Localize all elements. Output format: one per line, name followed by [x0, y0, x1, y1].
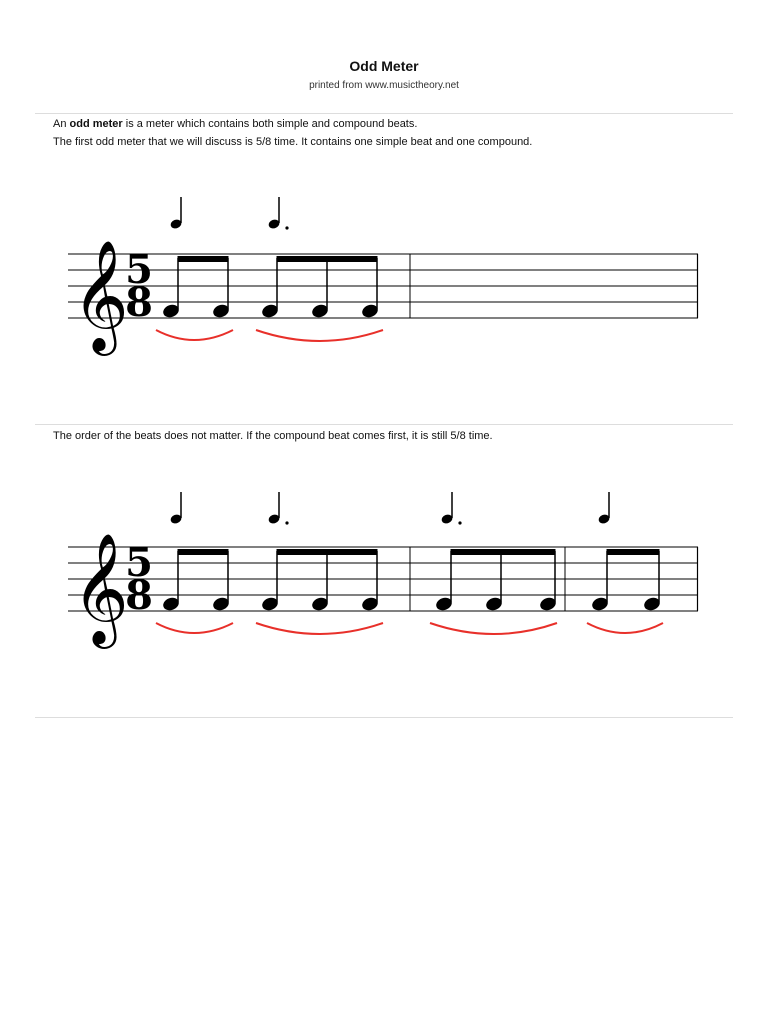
eighth-note-group-2	[161, 256, 230, 319]
dotted-quarter-note-icon	[267, 492, 288, 525]
intro-line-2: The first odd meter that we will discuss is 5/8 time. It contains one simple beat and one compound.	[53, 136, 533, 148]
beat-grouping-slur	[430, 623, 557, 634]
order-line: The order of the beats does not matter. If the compound beat comes first, it is still 5/8 time.	[53, 430, 493, 442]
beat-grouping-slur	[156, 330, 233, 340]
staff-example-1	[0, 180, 768, 360]
treble-clef-icon: 𝄞	[72, 532, 129, 644]
divider-top	[35, 113, 733, 114]
eighth-note-group-3	[260, 549, 379, 612]
treble-clef-icon: 𝄞	[72, 239, 129, 351]
intro-line-1-pre: An	[53, 118, 70, 130]
quarter-note-icon	[169, 197, 182, 230]
page-subtitle: printed from www.musictheory.net	[309, 80, 459, 91]
dotted-quarter-note-icon	[267, 197, 288, 230]
time-signature-bottom: 8	[125, 572, 153, 619]
eighth-note-group-2	[590, 549, 661, 612]
eighth-note-group-3	[260, 256, 379, 319]
quarter-note-icon	[169, 492, 182, 525]
time-signature-bottom: 8	[125, 279, 153, 326]
staff-example-2	[0, 473, 768, 653]
eighth-note-group-3	[434, 549, 557, 612]
quarter-note-icon	[597, 492, 610, 525]
dotted-quarter-note-icon	[440, 492, 461, 525]
time-signature-top: 5	[125, 246, 153, 293]
beat-grouping-slur	[256, 623, 383, 634]
beat-grouping-slur	[156, 623, 233, 633]
divider-bottom	[35, 717, 733, 718]
odd-meter-term: odd meter	[69, 118, 123, 130]
intro-line-1	[53, 117, 417, 131]
staff-lines	[68, 254, 698, 318]
time-signature-top: 5	[125, 539, 153, 586]
eighth-note-group-2	[161, 549, 230, 612]
beat-grouping-slur	[587, 623, 663, 633]
beat-grouping-slur	[256, 330, 383, 341]
divider-middle	[35, 424, 733, 425]
intro-line-1-post: is a meter which contains both simple and compound beats.	[122, 118, 418, 130]
page-title: Odd Meter	[349, 58, 419, 74]
